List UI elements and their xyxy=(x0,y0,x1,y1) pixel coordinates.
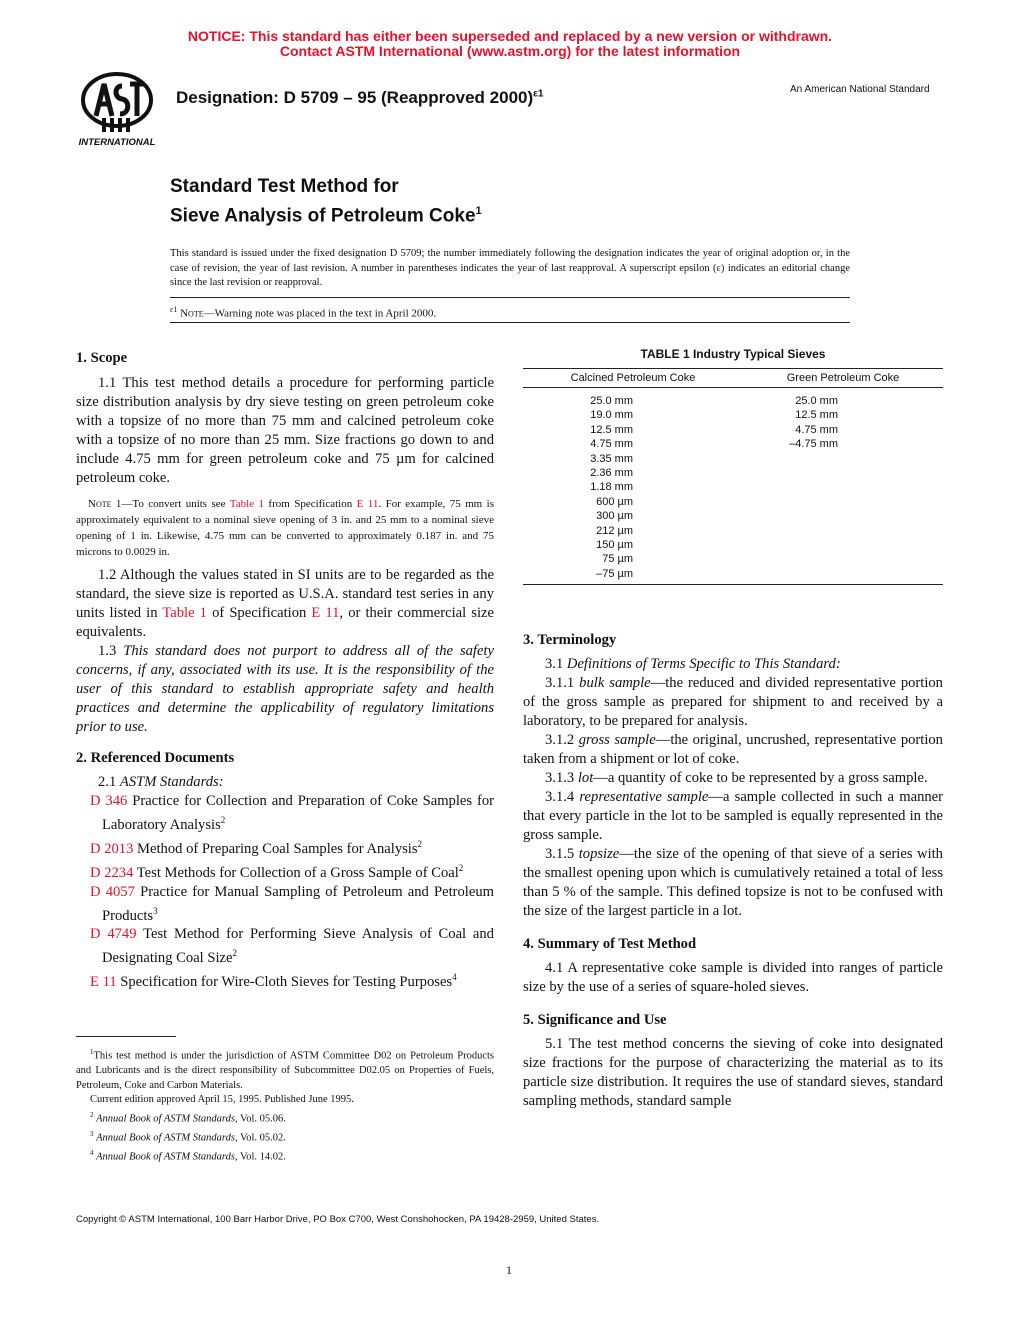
table1-header-row xyxy=(523,368,943,388)
withdrawal-notice-line2: Contact ASTM International (www.astm.org) for the latest information xyxy=(279,43,741,59)
footnote-1: $^1$This test method is under the jurisdiction of ASTM Committee D02 on Petroleum Products and Lubricants and is the direct responsibility of Subcommittee D02.05 on Properties of Fuels, Petroleum, Coke and Carbon Materials. xyxy=(76,1048,494,1091)
table1-calcined-cell: 300 µm xyxy=(596,510,633,523)
title-line2: Sieve Analysis of Petroleum Coke$^1$ xyxy=(170,205,482,227)
ref-item: D 4749 Test Method for Performing Sieve Analysis of Coal and Designating Coal Size$^2$ xyxy=(90,926,494,967)
scope-p2: 1.2 Although the values stated in SI units are to be regarded as the standard, the sieve size is reported as U.S.A. standard test series in any units listed in Table 1 of Specification E 11, or their commercial size equivalents. xyxy=(76,567,494,640)
footnotes xyxy=(76,1045,494,1165)
e11-link-2[interactable]: E 11 xyxy=(311,605,340,621)
terminology-31: 3.1 Definitions of Terms Specific to This Standard: xyxy=(545,656,841,672)
e11-link[interactable]: E 11 xyxy=(356,498,379,510)
ref-link-d4749[interactable]: D 4749 xyxy=(90,926,137,943)
table1-green-cell: 12.5 mm xyxy=(795,409,838,422)
page-title xyxy=(170,174,482,228)
footnote-4: $^4$ Annual Book of ASTM Standards, Vol. 14.02. xyxy=(90,1148,286,1162)
summary-p1: 4.1 A representative coke sample is divided into ranges of particle size by the use of a series of square-holed sieves. xyxy=(523,960,943,995)
table1-calcined-cell: –75 µm xyxy=(596,567,633,580)
table1-calcined-cell: 212 µm xyxy=(596,524,633,537)
table1-green-cell: 25.0 mm xyxy=(795,395,838,407)
table1-col1 xyxy=(523,394,743,581)
refdocs-heading: 2. Referenced Documents xyxy=(76,750,235,766)
table1-green-cell: 4.75 mm xyxy=(795,423,838,436)
astm-logo xyxy=(74,72,160,152)
table1 xyxy=(523,347,943,585)
table1-col2-header: Green Petroleum Coke xyxy=(786,372,900,384)
ref-link-d2013[interactable]: D 2013 xyxy=(90,840,134,857)
page-number: 1 xyxy=(506,1263,512,1277)
table1-calcined-cell: 75 µm xyxy=(602,553,633,566)
divider-bottom xyxy=(170,322,850,323)
table1-calcined-cell: 25.0 mm xyxy=(590,395,633,407)
withdrawal-notice-line1: NOTICE: This standard has either been superseded and replaced by a new version or withdrawn. xyxy=(187,28,833,44)
scope-p3: 1.3 This standard does not purport to address all of the safety concerns, if any, associated with its use. It is the responsibility of the user of this standard to establish appropriate safety and health practices and determine the applicability of regulatory limitations prior to use. xyxy=(76,643,494,735)
issued-note: This standard is issued under the fixed designation D 5709; the number immediately following the designation indicates the year of original adoption or, in the case of revision, the year of last revision. A number in parentheses indicates the year of last reapproval. A superscript epsilon (ε) indicates an editorial change since the last revision or reapproval. xyxy=(170,248,850,288)
refdocs-list xyxy=(76,792,494,992)
american-national-standard: An American National Standard xyxy=(790,84,930,95)
ref-item: D 2013 Method of Preparing Coal Samples for Analysis$^2$ xyxy=(90,838,423,857)
terminology-heading: 3. Terminology xyxy=(523,632,617,648)
epsilon-note: $^{\varepsilon 1}$ Note—Warning note was placed in the text in April 2000. xyxy=(170,305,437,320)
ref-item: D 346 Practice for Collection and Preparation of Coke Samples for Laboratory Analysis$^2$ xyxy=(90,793,494,833)
term-def: 3.1.3 lot—a quantity of coke to be represented by a gross sample. xyxy=(545,770,928,786)
footnote-rule xyxy=(76,1036,176,1037)
footnote-3: $^3$ Annual Book of ASTM Standards, Vol. 05.02. xyxy=(90,1129,286,1143)
scope-note1: Note 1—To convert units see Table 1 from Specification E 11. For example, 75 mm is approximately equivalent to a nominal sieve opening of 3 in. and 25 mm to a nominal sieve opening of 1 in. Likewise, 4.75 mm can be converted to approximately 0.187 in. and 75 microns to 0.0029 in. xyxy=(76,498,494,558)
table1-calcined-cell: 600 µm xyxy=(596,495,633,508)
title-footnote-ref: 1 xyxy=(475,205,482,217)
left-column xyxy=(76,349,494,992)
scope-p1: 1.1 This test method details a procedure for performing particle size distribution analysis by dry sieve testing on green petroleum coke with a topsize of no more than 75 mm and calcined petroleum coke with a topsize of no more than 25 mm. Size fractions go down to and include 4.75 mm for green petroleum coke and 75 µm for calcined petroleum coke. xyxy=(76,375,494,486)
designation-epsilon: ε1 xyxy=(533,88,544,100)
table1-calcined-cell: 19.0 mm xyxy=(590,409,633,422)
right-column xyxy=(523,631,943,1111)
ref-item: E 11 Specification for Wire-Cloth Sieves for Testing Purposes$^4$ xyxy=(90,972,457,991)
scope-heading: 1. Scope xyxy=(76,350,128,366)
designation: Designation: D 5709 – 95 (Reapproved 2000)$^{\varepsilon 1}$ xyxy=(176,88,544,107)
ref-item: D 4057 Practice for Manual Sampling of Petroleum and Petroleum Products$^3$ xyxy=(90,883,494,924)
term-def: 3.1.1 bulk sample—the reduced and divided representative portion of the gross sample as prepared for shipment to and received by a laboratory, to be prepared for analysis. xyxy=(523,675,943,729)
term-def: 3.1.4 representative sample—a sample collected in such a manner that every particle in the lot to be sampled is equally represented in the gross sample. xyxy=(523,789,944,843)
significance-heading: 5. Significance and Use xyxy=(523,1012,667,1028)
ref-link-e11[interactable]: E 11 xyxy=(90,974,117,991)
refdocs-sub: 2.1 ASTM Standards: xyxy=(98,774,224,790)
footnote-2: $^2$ Annual Book of ASTM Standards, Vol. 05.06. xyxy=(90,1110,286,1124)
table1-calcined-cell: 150 µm xyxy=(596,539,633,552)
table1-caption: TABLE 1 Industry Typical Sieves xyxy=(640,347,826,361)
table1-calcined-cell: 3.35 mm xyxy=(590,452,633,465)
divider-top xyxy=(170,297,850,298)
table1-calcined-cell: 4.75 mm xyxy=(590,438,633,451)
table1-green-cell: –4.75 mm xyxy=(789,438,838,451)
ref-link-d346[interactable]: D 346 xyxy=(90,793,128,809)
ref-link-d4057[interactable]: D 4057 xyxy=(90,883,135,900)
footnote-1b: Current edition approved April 15, 1995. Published June 1995. xyxy=(90,1094,354,1105)
table1-link[interactable]: Table 1 xyxy=(229,498,264,510)
table1-col1-header: Calcined Petroleum Coke xyxy=(570,372,696,384)
term-def: 3.1.2 gross sample—the original, uncrushed, representative portion taken from a shipment or lot of coke. xyxy=(523,732,943,767)
table1-calcined-cell: 2.36 mm xyxy=(590,467,633,480)
ref-item: D 2234 Test Methods for Collection of a Gross Sample of Coal$^2$ xyxy=(90,862,464,881)
term-def: 3.1.5 topsize—the size of the opening of that sieve of a series with the smallest opening upon which is cumulatively retained a total of less than 5 % of the sample. This defined topsize is not to be confused with the size of the largest particle in a lot. xyxy=(523,846,943,919)
significance-p1: 5.1 The test method concerns the sieving of coke into designated size fractions for the purpose of characterizing the material as to its particle size distribution. It requires the use of standard sieves, standard sampling methods, standard sample xyxy=(523,1036,943,1109)
table1-col2 xyxy=(743,394,943,581)
copyright: Copyright © ASTM International, 100 Barr Harbor Drive, PO Box C700, West Conshohocken, PA 19428-2959, United States. xyxy=(76,1214,600,1225)
table1-calcined-cell: 1.18 mm xyxy=(590,481,633,494)
summary-heading: 4. Summary of Test Method xyxy=(523,936,697,952)
ref-link-d2234[interactable]: D 2234 xyxy=(90,864,134,881)
table1-body xyxy=(523,388,943,585)
title-line1: Standard Test Method for xyxy=(170,176,399,197)
logo-text: INTERNATIONAL xyxy=(78,137,156,148)
table1-link-2[interactable]: Table 1 xyxy=(162,605,207,621)
table1-calcined-cell: 12.5 mm xyxy=(590,423,633,436)
